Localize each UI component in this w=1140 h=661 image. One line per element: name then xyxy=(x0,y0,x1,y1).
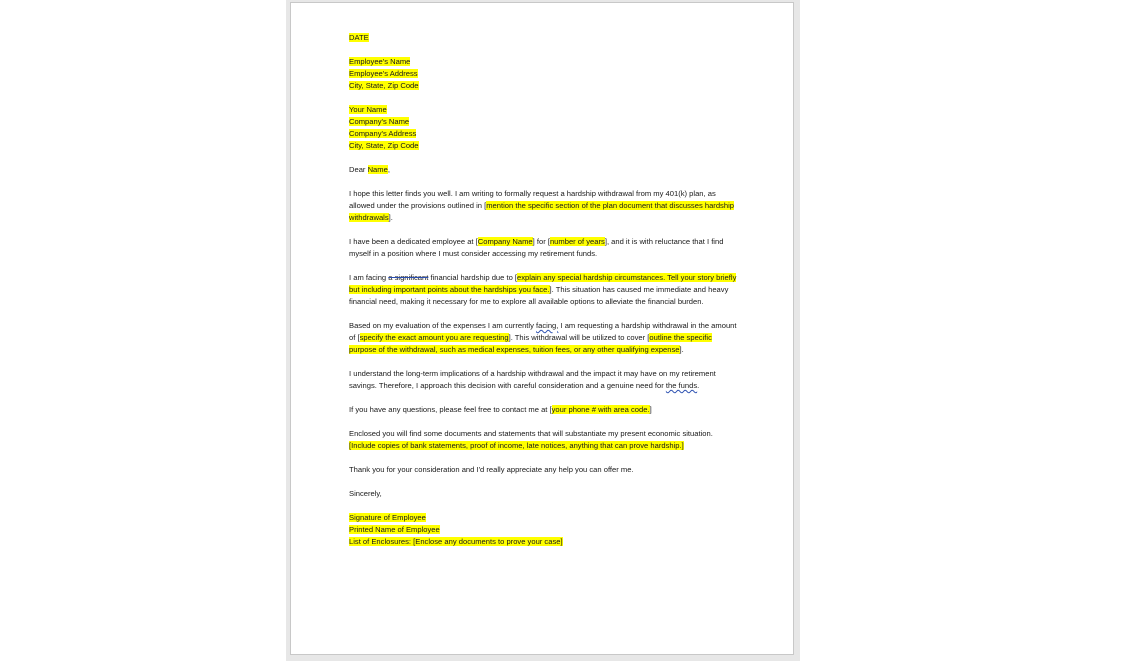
text: Enclosed you will find some documents and statements that will substantiate my present economic situation. xyxy=(349,429,713,438)
plan-section-placeholder: mention the specific section of the plan document that discusses hardship withdrawals xyxy=(349,201,734,222)
company-name: Company's Name xyxy=(349,117,410,126)
employee-city-state-zip: City, State, Zip Code xyxy=(349,81,419,90)
text: ] xyxy=(649,405,652,414)
text: ]. xyxy=(679,345,684,354)
company-name-placeholder: Company Name xyxy=(477,237,533,246)
signature-placeholder: Signature of Employee xyxy=(349,513,426,522)
text: I understand the long-term implications of a hardship withdrawal and the impact it may have on my retirement savings. Therefore, I approach this decision with careful consideration and a genuine need for xyxy=(349,369,716,390)
salutation-name: Name xyxy=(367,165,388,174)
date-placeholder: DATE xyxy=(349,33,369,42)
text: . xyxy=(697,381,700,390)
paragraph-enclosures xyxy=(349,428,741,452)
grammar-flag: facing, xyxy=(536,321,559,330)
date-line xyxy=(349,32,741,44)
text: I hope this letter finds you well. I am writing to formally request a hardship withdrawal from my 401(k) plan, as allowed under the provisions outlined in [ xyxy=(349,189,716,210)
salutation-prefix: Dear xyxy=(349,165,368,174)
hardship-circumstances-placeholder: explain any special hardship circumstances. Tell your story briefly but including important points about the hardships you face. xyxy=(349,273,737,294)
enclosures-placeholder: [Include copies of bank statements, proof of income, late notices, anything that can prove hardship.] xyxy=(349,441,684,450)
paragraph-intro xyxy=(349,188,741,224)
text: I am facing xyxy=(349,273,389,282)
text: Based on my evaluation of the expenses I am currently xyxy=(349,321,536,330)
company-city-state-zip: City, State, Zip Code xyxy=(349,141,419,150)
paragraph-hardship xyxy=(349,272,741,308)
years-placeholder: number of years xyxy=(549,237,605,246)
grammar-flag: the funds xyxy=(665,381,698,390)
paragraph-contact xyxy=(349,404,741,416)
document-page xyxy=(290,2,794,655)
paragraph-request xyxy=(349,320,741,356)
text: I am requesting a hardship withdrawal in the amount of [ xyxy=(349,321,737,342)
salutation-suffix: , xyxy=(387,165,390,174)
text: ], and it is with reluctance that I find myself in a position where I must consider accessing my retirement funds. xyxy=(349,237,724,258)
amount-placeholder: specify the exact amount you are requesting xyxy=(359,333,509,342)
recipient-address-block xyxy=(349,104,741,152)
salutation xyxy=(349,164,741,176)
closing: Sincerely, xyxy=(349,489,382,498)
letter-body xyxy=(349,32,741,548)
text: financial hardship due to [ xyxy=(428,273,518,282)
text: ]. This withdrawal will be utilized to cover [ xyxy=(508,333,650,342)
text: ] for [ xyxy=(532,237,550,246)
employee-address-block xyxy=(349,56,741,92)
text: ]. xyxy=(388,213,393,222)
struck-text: a significant xyxy=(388,273,429,282)
signature-block xyxy=(349,512,741,548)
company-address: Company's Address xyxy=(349,129,417,138)
recipient-name: Your Name xyxy=(349,105,387,114)
paragraph-employment xyxy=(349,236,741,260)
printed-name-placeholder: Printed Name of Employee xyxy=(349,525,440,534)
text: I have been a dedicated employee at [ xyxy=(349,237,478,246)
text: ]. This situation has caused me immediate and heavy financial need, making it necessary for me to explore all available options to alleviate the financial burden. xyxy=(349,285,729,306)
text: If you have any questions, please feel free to contact me at [ xyxy=(349,405,552,414)
employee-address: Employee's Address xyxy=(349,69,418,78)
purpose-placeholder: outline the specific purpose of the withdrawal, such as medical expenses, tuition fees, or any other qualifying expense xyxy=(349,333,712,354)
enclosures-list-placeholder: List of Enclosures: [Enclose any documents to prove your case] xyxy=(349,537,563,546)
paragraph-implications xyxy=(349,368,741,392)
employee-name: Employee's Name xyxy=(349,57,411,66)
paragraph-thanks: Thank you for your consideration and I'd really appreciate any help you can offer me. xyxy=(349,465,634,474)
phone-placeholder: your phone # with area code. xyxy=(551,405,650,414)
